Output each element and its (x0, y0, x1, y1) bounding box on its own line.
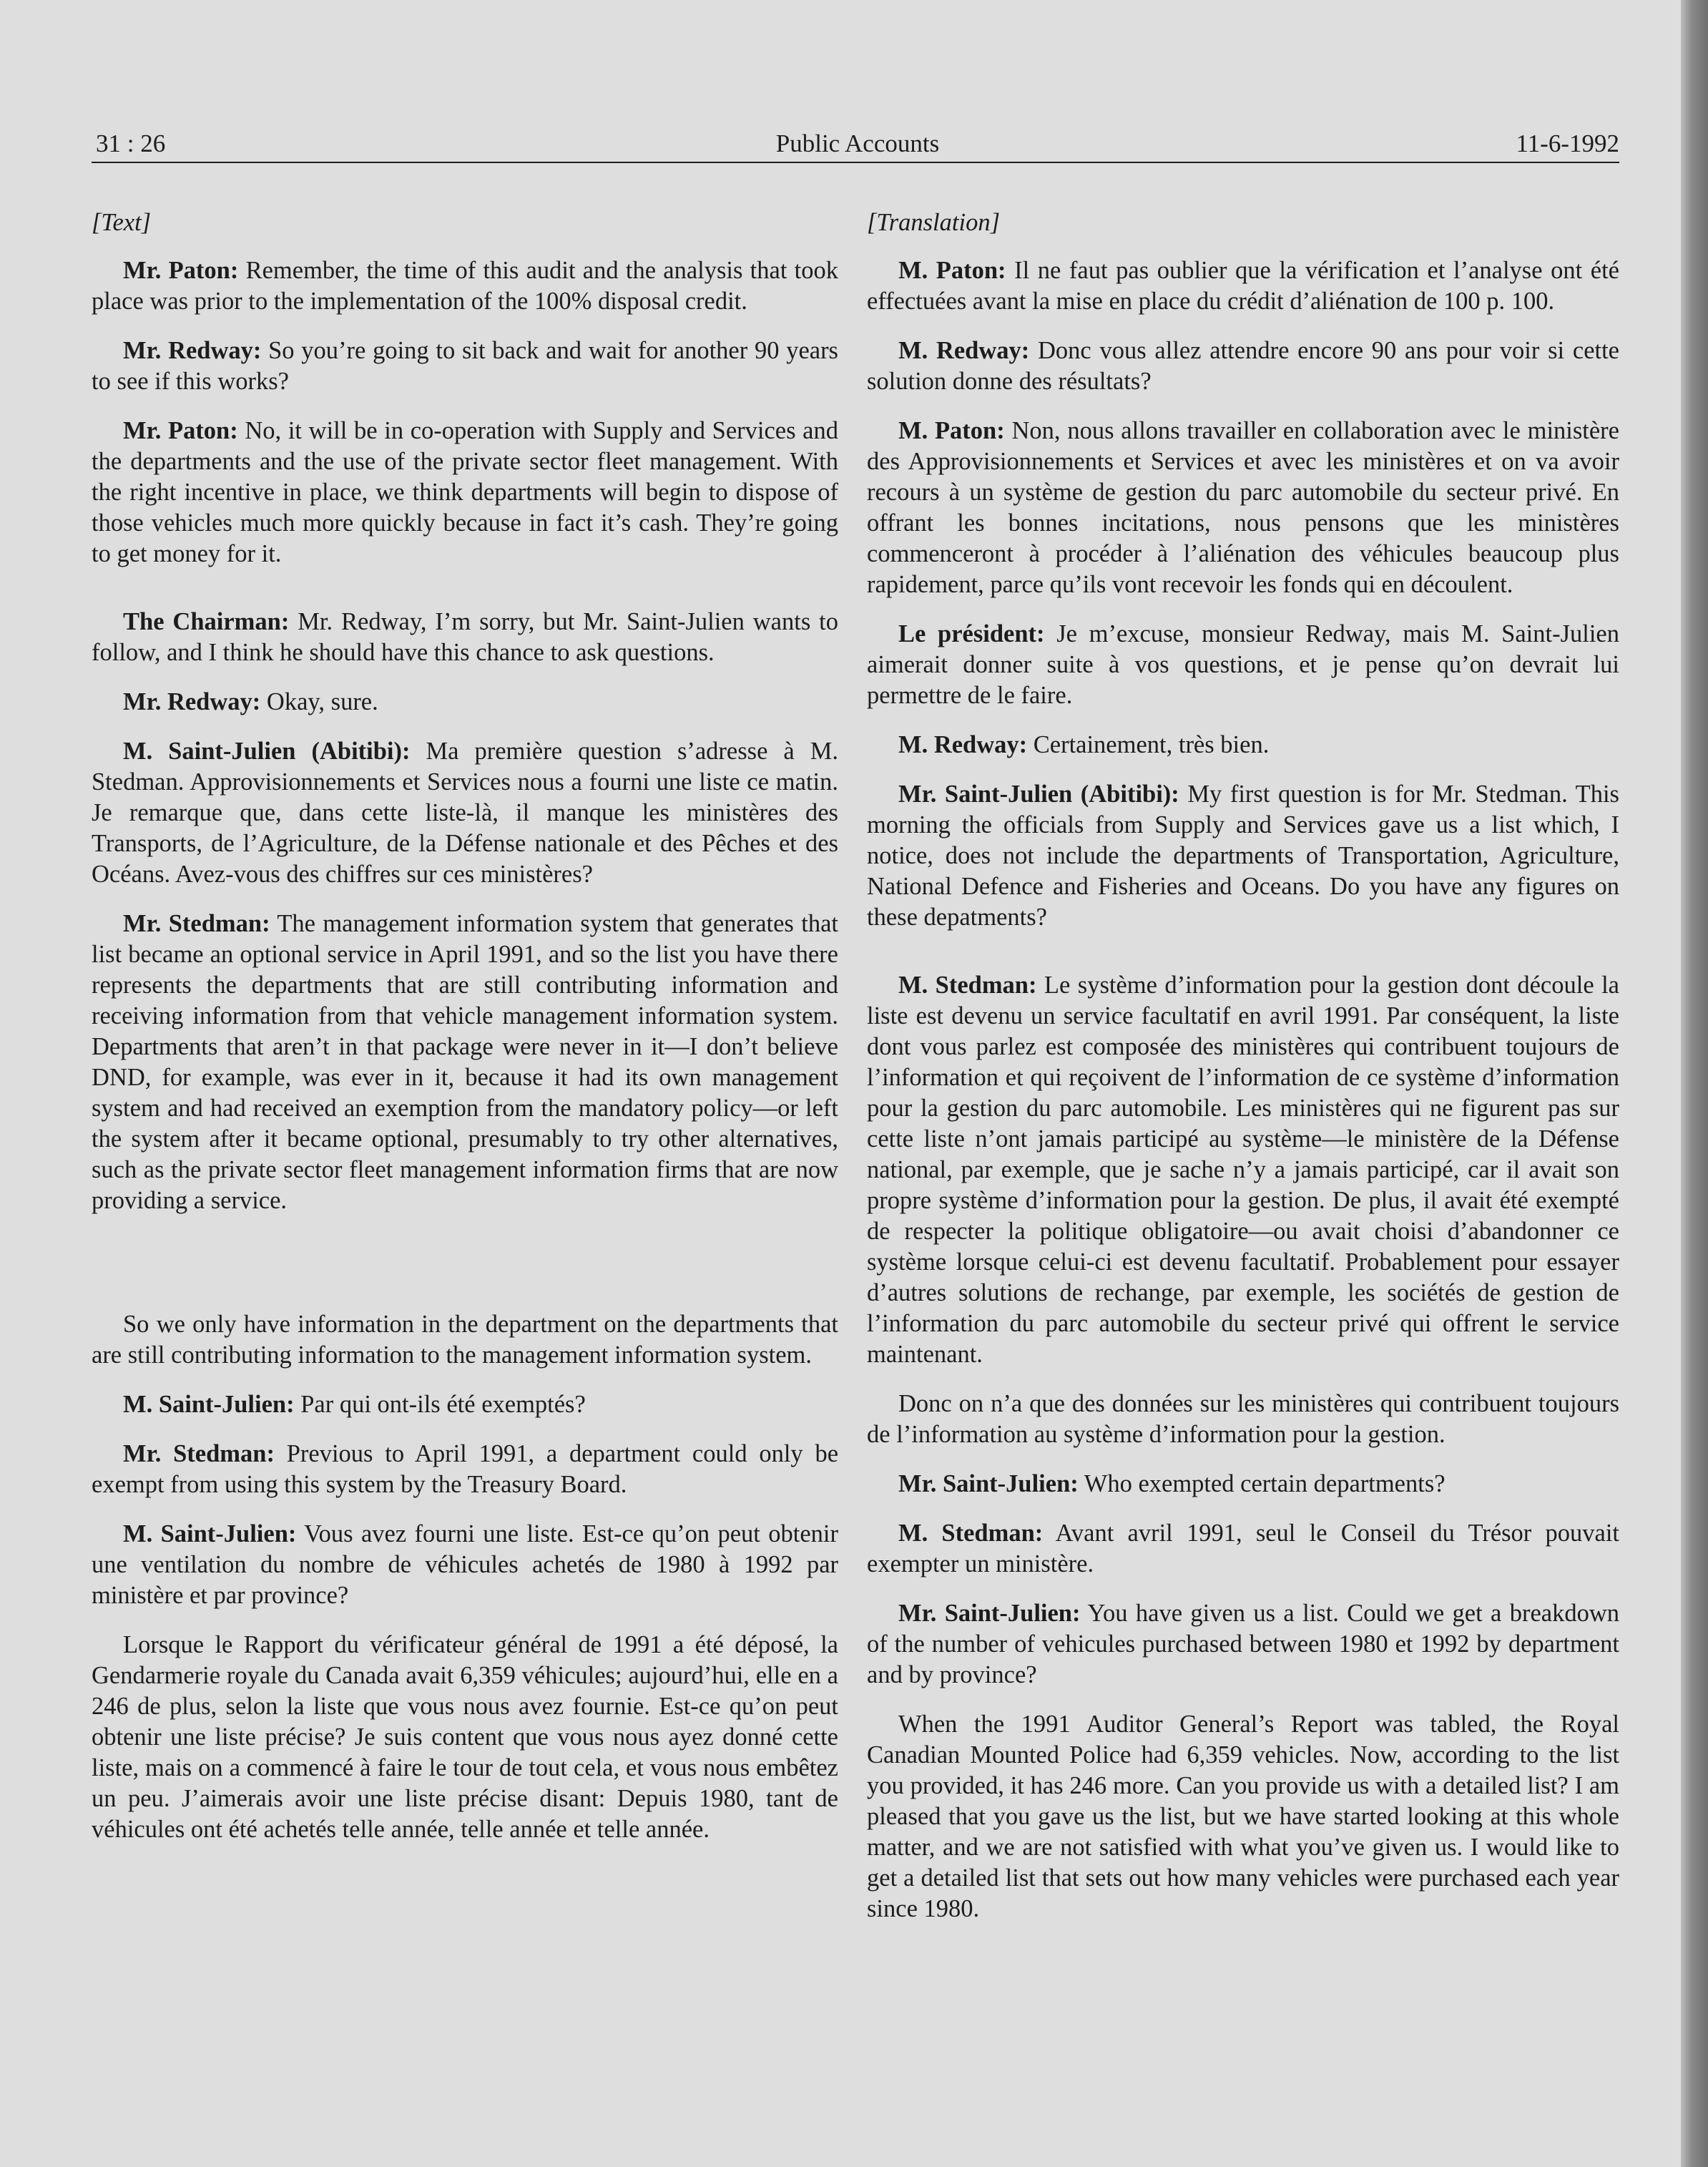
paragraph (92, 1519, 838, 1611)
paragraph (92, 736, 838, 890)
paragraph-text: Okay, sure. (260, 688, 378, 715)
page-reference: 31 : 26 (96, 129, 166, 157)
paragraph (92, 1309, 838, 1371)
speaker-name: Mr. Redway: (123, 337, 262, 364)
paragraph-text: Certainement, très bien. (1027, 731, 1270, 758)
speaker-name: Mr. Redway: (123, 688, 261, 715)
paragraph (867, 1469, 1619, 1500)
speaker-name: Mr. Paton: (123, 417, 238, 444)
paragraph-text: You have given us a list. Could we get a breakdown of the number of vehicules purchased between 1980 et 1992 by department and by province? (867, 1600, 1619, 1688)
paragraph-text: Vous avez fourni une liste. Est-ce qu’on peut obtenir une ventilation du nombre de véhicules achetés de 1980 à 1992 par ministère et par province? (92, 1520, 838, 1609)
paragraph-text: My first question is for Mr. Stedman. This morning the officials from Supply and Services gave us a list which, I notice, does not include the departments of Transportation, Agriculture, National Defence and Fisheries and Oceans. Do you have any figures on these depatments? (867, 781, 1619, 931)
speaker-name: M. Stedman: (898, 1520, 1044, 1547)
speaker-name: Mr. Saint-Julien: (898, 1600, 1081, 1627)
left-column (92, 207, 838, 1864)
paragraph-text: Donc vous allez attendre encore 90 ans pour voir si cette solution donne des résultats? (867, 337, 1619, 395)
speaker-name: Mr. Stedman: (123, 910, 270, 937)
column-label: [Text] (92, 209, 152, 236)
paragraph-text: No, it will be in co-operation with Supply and Services and the departments and the use of the private sector fleet management. With the right incentive in place, we think departments will begin to dispose of those vehicles much more quickly because in fact it’s cash. They’re going to get money for it. (92, 417, 838, 567)
paragraph (92, 1439, 838, 1500)
paragraph (867, 1518, 1619, 1580)
paragraph-text: Mr. Redway, I’m sorry, but Mr. Saint-Julien wants to follow, and I think he should have this chance to ask questions. (92, 608, 838, 666)
paragraph (867, 1709, 1619, 1924)
paragraph-text: Non, nous allons travailler en collaboration avec le ministère des Approvisionnements et Services et avec les ministères et on va avoir recours à un système de gestion du parc automobile du secteur privé. En offrant les bonnes incitations, nous pensons que les ministères commenceront à procéder à l’aliénation des véhicules beaucoup plus rapidement, parce qu’ils vont recevoir les fonds qui en découlent. (867, 417, 1619, 598)
paragraph-text: Par qui ont-ils été exemptés? (294, 1391, 586, 1418)
paragraph (867, 416, 1619, 600)
paragraph (92, 607, 838, 668)
paragraph-text: The management information system that generates that list became an optional service in April 1991, and so the list you have there represents the departments that are still contributing information and receiving information from that vehicle management information system. Departments that aren’t in that package were never in it—I don’t believe DND, for example, was ever in it, because it had its own management system and had received an exemption from the mandatory policy—or left the system after it became optional, presumably to try other alternatives, such as the private sector fleet management information firms that are now providing a service. (92, 910, 838, 1214)
paragraph-text: Le système d’information pour la gestion dont découle la liste est devenu un service facultatif en avril 1991. Par conséquent, la liste dont vous parlez est composée des ministères qui contribuent toujours de l’information et qui reçoivent de l’information de ce système d’information pour la gestion du parc automobile. Les ministères qui ne figurent pas sur cette liste n’ont jamais participé au système—le ministère de la Défense national, par exemple, que je sache n’y a jamais participé, car il avait son propre système d’information pour la gestion. De plus, il avait été exempté de respecter la politique obligatoire—ou avait choisi d’abandonner ce système lorsque celui-ci est devenu facultatif. Probablement pour essayer d’autres solutions de rechange, par exemple, les sociétés de gestion de l’information du parc automobile du secteur privé qui offrent le service maintenant. (867, 972, 1619, 1368)
paragraph-text: Previous to April 1991, a department could only be exempt from using this system by the Treasury Board. (92, 1440, 839, 1498)
paragraph (867, 1598, 1619, 1691)
paragraph-text: When the 1991 Auditor General’s Report was tabled, the Royal Canadian Mounted Police had 6,359 vehicles. Now, according to the list you provided, it has 246 more. Can you provide us with a detailed list? I am pleased that you gave us the list, but we have started looking at this whole matter, and we are not satisfied with what you’ve given us. I would like to get a detailed list that sets out how many vehicles were purchased each year since 1980. (867, 1711, 1619, 1922)
paragraph (92, 255, 838, 317)
paragraph (92, 1630, 838, 1845)
header-date: 11-6-1992 (1516, 129, 1619, 157)
paragraph (867, 779, 1619, 933)
paragraph-text: Il ne faut pas oublier que la vérification et l’analyse ont été effectuées avant la mise en place du crédit d’aliénation de 100 p. 100. (867, 257, 1619, 315)
speaker-name: Mr. Paton: (123, 257, 239, 284)
speaker-name: M. Paton: (898, 417, 1005, 444)
paragraph (92, 336, 838, 397)
paragraph-text: Ma première question s’adresse à M. Stedman. Approvisionnements et Services nous a fourni une liste ce matin. Je remarque que, dans cette liste-là, il manque les ministères des Transports, de l’Agriculture, de la Défense nationale et des Pêches et des Océans. Avez-vous des chiffres sur ces ministères? (92, 738, 839, 888)
paragraph (867, 619, 1619, 711)
speaker-name: M. Saint-Julien: (123, 1520, 297, 1547)
speaker-name: M. Redway: (898, 731, 1028, 758)
speaker-name: M. Redway: (898, 337, 1030, 364)
header-rule (92, 162, 1619, 163)
speaker-name: Mr. Saint-Julien: (898, 1470, 1079, 1497)
paragraph-text: Lorsque le Rapport du vérificateur général de 1991 a été déposé, la Gendarmerie royale du Canada avait 6,359 véhicules; aujourd’hui, elle en a 246 de plus, selon la liste que vous nous avez fournie. Est-ce qu’on peut obtenir une liste précise? Je suis content que vous nous ayez donné cette liste, mais on a commencé à faire le tour de tout cela, et vous nous embêtez un peu. J’aimerais avoir une liste précise disant: Depuis 1980, tant de véhicules ont été achetés telle année, telle année et telle année. (92, 1631, 838, 1843)
paragraph-text: Je m’excuse, monsieur Redway, mais M. Saint-Julien aimerait donner suite à vos questions, et je pense qu’on devrait lui permettre de le faire. (867, 620, 1619, 709)
paragraph (92, 687, 838, 718)
speaker-name: The Chairman: (123, 608, 290, 635)
column-label: [Translation] (867, 209, 1000, 236)
speaker-name: M. Saint-Julien: (123, 1391, 295, 1418)
speaker-name: Mr. Saint-Julien (Abitibi): (898, 781, 1179, 808)
speaker-name: Le président: (898, 620, 1045, 647)
right-column (867, 207, 1619, 1943)
paragraph-text: Avant avril 1991, seul le Conseil du Trésor pouvait exempter un ministère. (867, 1520, 1619, 1577)
speaker-name: M. Stedman: (898, 972, 1037, 999)
speaker-name: Mr. Stedman: (123, 1440, 275, 1467)
page-edge-shadow (1681, 0, 1708, 2167)
paragraph (867, 1389, 1619, 1450)
paragraph (92, 416, 838, 569)
paragraph (92, 1389, 838, 1420)
paragraph-text: So you’re going to sit back and wait for another 90 years to see if this works? (92, 337, 838, 395)
paragraph-text: Remember, the time of this audit and the analysis that took place was prior to the implementation of the 100% disposal credit. (92, 257, 838, 315)
page-header (96, 127, 1619, 160)
paragraph (867, 255, 1619, 317)
paragraph (867, 730, 1619, 760)
paragraph (867, 970, 1619, 1370)
paragraph-text: So we only have information in the department on the departments that are still contributing information to the management information system. (92, 1311, 838, 1369)
paragraph (92, 909, 838, 1216)
speaker-name: M. Paton: (898, 257, 1006, 284)
paragraph (867, 336, 1619, 397)
speaker-name: M. Saint-Julien (Abitibi): (123, 738, 411, 765)
paragraph-text: Who exempted certain departments? (1078, 1470, 1446, 1497)
paragraph-text: Donc on n’a que des données sur les ministères qui contribuent toujours de l’information au système d’information pour la gestion. (867, 1390, 1619, 1448)
running-title: Public Accounts (775, 129, 940, 157)
